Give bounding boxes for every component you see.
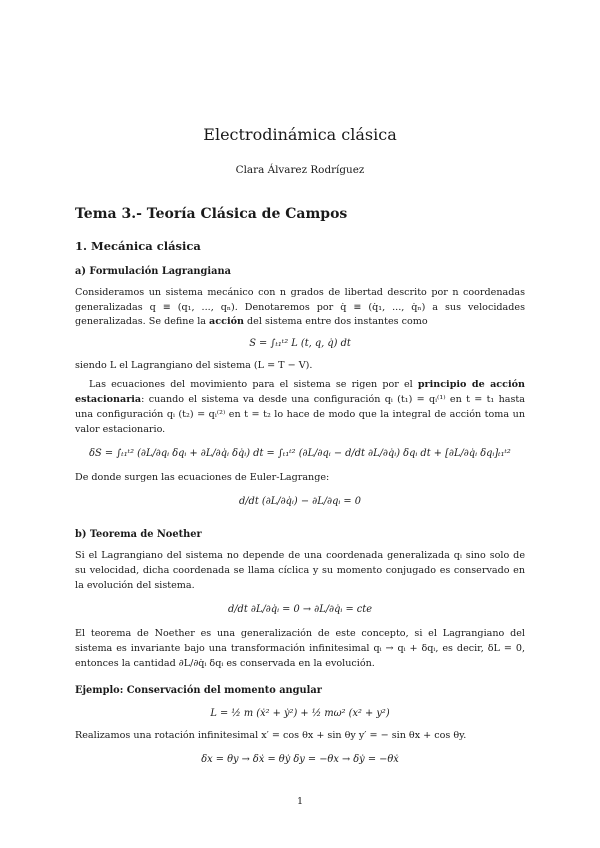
subsection-heading-b: b) Teorema de Noether xyxy=(75,528,202,540)
equation-rotation-variations: δx = θy → δẋ = θẏ δy = −θx → δẏ = −θẋ xyxy=(201,753,399,765)
text: : cuando el sistema va desde una configuración qᵢ (t₁) = qᵢ⁽¹⁾ en t = t₁ hasta una configuración qᵢ (t₂) = qᵢ⁽²⁾ en t = t₂ lo hace de modo que la integral de acción toma un valor estacionario. xyxy=(75,394,525,435)
example-heading: Ejemplo: Conservación del momento angular xyxy=(75,685,322,697)
document-author: Clara Álvarez Rodríguez xyxy=(235,164,365,176)
equation-action: S = ∫ₜ₁ᵗ² L (t, q, q̇) dt xyxy=(249,338,351,350)
bold-term: principio de acción estacionaria xyxy=(75,379,525,406)
text: Las ecuaciones del movimiento para el sistema se rigen por el xyxy=(89,379,418,391)
equation-euler-lagrange: d/dt (∂L/∂q̇ᵢ) − ∂L/∂qᵢ = 0 xyxy=(238,495,361,507)
equation-variation: δS = ∫ₜ₁ᵗ² (∂L/∂qᵢ δqᵢ + ∂L/∂q̇ᵢ δq̇ᵢ) dt = ∫ₜ₁ᵗ² (∂L/∂qᵢ − d/dt ∂L/∂q̇ᵢ) δqᵢ dt + [∂L/∂q̇ᵢ δqᵢ]ₜ₁ᵗ² xyxy=(89,447,511,459)
paragraph-noether: El teorema de Noether es una generalización de este concepto, si el Lagrangiano del sistema es invariante bajo una transformación infinitesimal qᵢ → qᵢ + δqᵢ, es decir, δL = 0, entonces la cantidad ∂L/∂q̇ᵢ δqᵢ es conservada en la evolución. xyxy=(75,627,525,669)
paragraph-action-definition xyxy=(75,286,525,331)
paragraph-rotation: Realizamos una rotación infinitesimal x′ = cos θx + sin θy y′ = − sin θx + cos θy. xyxy=(75,729,467,741)
chapter-heading: Tema 3.- Teoría Clásica de Campos xyxy=(75,206,348,222)
paragraph-stationary-action xyxy=(75,378,525,437)
paragraph-lagrangian: siendo L el Lagrangiano del sistema (L = T − V). xyxy=(75,360,313,372)
document-body xyxy=(75,204,525,777)
equation-lagrangian-oscillator: L = ½ m (ẋ² + ẏ²) + ½ mω² (x² + y²) xyxy=(210,707,390,719)
text: Consideramos un sistema mecánico con n grados de libertad descrito por n coordenadas generalizadas q ≡ (q₁, ..., qₙ). Denotaremos por q̇ ≡ (q̇₁, ..., q̇ₙ) a sus velocidades generalizadas. Se define la xyxy=(75,286,525,328)
equation-cyclic: d/dt ∂L/∂q̇ᵢ = 0 → ∂L/∂q̇ᵢ = cte xyxy=(227,603,373,615)
paragraph-euler-lagrange-intro: De donde surgen las ecuaciones de Euler-Lagrange: xyxy=(75,471,330,483)
paragraph-cyclic-coordinate: Si el Lagrangiano del sistema no depende de una coordenada generalizada qᵢ sino solo de su velocidad, dicha coordenada se llama cíclica y su momento conjugado es conservado en la evolución del sistema. xyxy=(75,550,525,591)
text: del sistema entre dos instantes como xyxy=(243,316,428,328)
subsection-heading-a: a) Formulación Lagrangiana xyxy=(75,265,231,277)
bold-term: acción xyxy=(209,316,244,328)
document-title: Electrodinámica clásica xyxy=(203,125,397,144)
page-number: 1 xyxy=(296,796,304,807)
section-heading: 1. Mecánica clásica xyxy=(75,238,201,253)
